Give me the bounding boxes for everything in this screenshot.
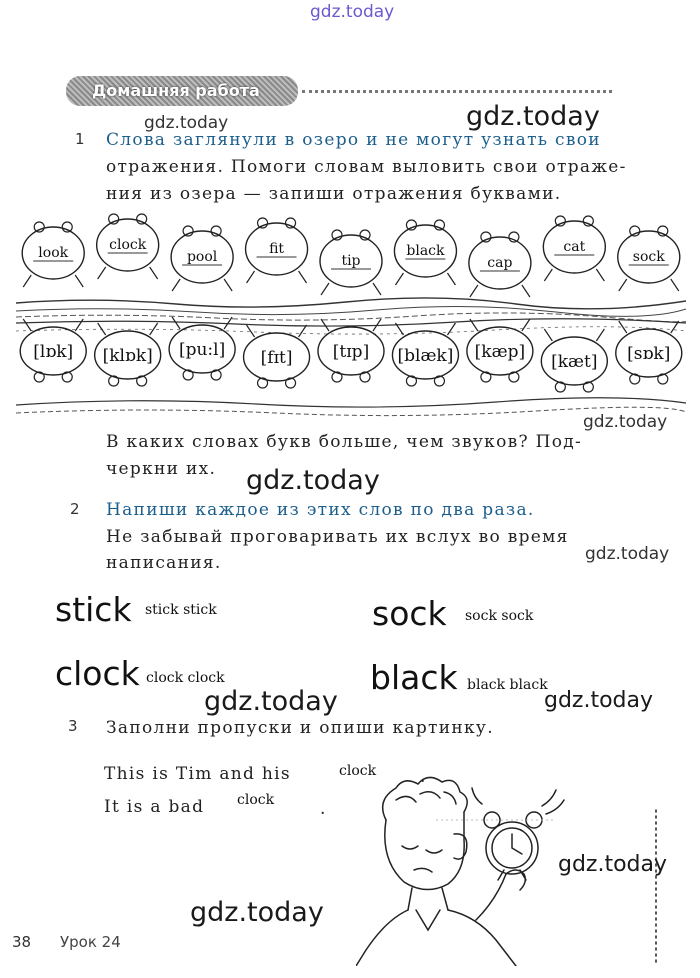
- task1-line3: ния из озера — запиши отражения буквами.: [106, 184, 562, 204]
- frog-word-label: look: [38, 245, 69, 261]
- reflection-transcription-label: [fɪt]: [260, 348, 293, 368]
- task3-period1: .: [420, 767, 427, 787]
- pond-illustration: [16, 205, 686, 420]
- task3-line1: Заполни пропуски и опиши картинку.: [106, 718, 494, 738]
- reflection-transcription-label: [kæt]: [551, 352, 598, 372]
- reflection-transcription-label: [lɒk]: [33, 342, 74, 362]
- word-black: black: [370, 658, 458, 697]
- reflection-tip: [318, 319, 384, 382]
- task1-question-line2: черкни их.: [106, 459, 217, 479]
- frog-word-label: cat: [563, 239, 586, 255]
- reflection-sock: [616, 321, 682, 384]
- watermark-1: gdz.today: [466, 101, 600, 132]
- answer-black: black black: [467, 677, 548, 693]
- frog-black: [394, 220, 456, 285]
- answer-stick: stick stick: [145, 602, 217, 618]
- task3-period2: .: [320, 799, 327, 819]
- reflection-transcription-label: [blæk]: [397, 346, 454, 366]
- reflection-transcription-label: [klɒk]: [102, 346, 153, 366]
- banner-dotted-line: [302, 90, 612, 93]
- frog-fit: [246, 218, 308, 283]
- frog-word-label: sock: [632, 249, 665, 265]
- homework-banner: Домашняя работа: [66, 76, 298, 106]
- task3-number: 3: [68, 717, 78, 735]
- answer-clock: clock clock: [146, 670, 225, 686]
- frog-word-label: tip: [341, 253, 361, 269]
- task2-line2: Не забывай проговаривать их вслух во время: [106, 527, 569, 547]
- task3-sentence1: This is Tim and his: [104, 764, 291, 784]
- watermark-small-1: gdz.today: [144, 113, 229, 133]
- reflection-transcription-label: [tɪp]: [332, 342, 370, 362]
- watermark-2: gdz.today: [246, 465, 380, 496]
- reflection-transcription-label: [sɒk]: [627, 344, 671, 364]
- frog-cap: [469, 232, 531, 297]
- watermark-3: gdz.today: [204, 686, 338, 717]
- frog-word-label: clock: [109, 237, 147, 253]
- reflection-fit: [244, 325, 310, 388]
- reflection-transcription-label: [kæp]: [474, 342, 526, 362]
- task1-number: 1: [75, 130, 85, 148]
- reflection-transcription-label: [pu:l]: [178, 340, 226, 360]
- page-number: 38: [12, 933, 32, 951]
- frog-pool: [171, 226, 233, 291]
- frogs-row: [22, 214, 680, 297]
- watermark-top: gdz.today: [310, 2, 395, 22]
- reflection-cap: [467, 319, 533, 382]
- task3-sentence2: It is a bad: [104, 797, 205, 817]
- frog-look: [22, 222, 84, 287]
- lesson-label: Урок 24: [60, 933, 121, 951]
- task3-answer1: clock: [339, 763, 377, 779]
- frog-word-label: pool: [186, 249, 218, 265]
- task1-line1: Слова заглянули в озеро и не могут узнать свои: [106, 130, 601, 150]
- frog-word-label: cap: [487, 255, 513, 271]
- task2-line3: написания.: [106, 553, 222, 573]
- reflection-cat: [541, 329, 607, 392]
- frog-sock: [618, 226, 680, 291]
- watermark-4: gdz.today: [544, 688, 654, 713]
- frog-tip: [320, 230, 382, 295]
- reflection-black: [392, 323, 458, 386]
- reflection-clock: [95, 323, 161, 386]
- task2-line1: Напиши каждое из этих слов по два раза.: [106, 500, 535, 520]
- answer-sock: sock sock: [465, 608, 534, 624]
- reflection-pool: [169, 317, 235, 380]
- watermark-small-3: gdz.today: [585, 544, 670, 564]
- boy-with-clock-illustration: [356, 770, 668, 966]
- task1-question-line1: В каких словах букв больше, чем звуков? Под-: [106, 432, 583, 452]
- reflection-look: [20, 319, 86, 382]
- task1-line2: отражения. Помоги словам выловить свои отраже-: [106, 157, 627, 177]
- frog-cat: [543, 216, 605, 281]
- word-stick: stick: [55, 590, 132, 629]
- frog-word-label: fit: [269, 241, 285, 257]
- word-sock: sock: [372, 594, 447, 633]
- frog-word-label: black: [406, 243, 445, 259]
- task2-number: 2: [70, 500, 80, 518]
- watermark-6: gdz.today: [190, 897, 324, 928]
- reflections-row: [20, 317, 682, 392]
- frog-clock: [97, 214, 159, 279]
- word-clock: clock: [55, 654, 140, 693]
- watermark-5: gdz.today: [558, 852, 668, 877]
- watermark-small-2: gdz.today: [583, 412, 668, 432]
- task3-answer2: clock: [237, 792, 275, 808]
